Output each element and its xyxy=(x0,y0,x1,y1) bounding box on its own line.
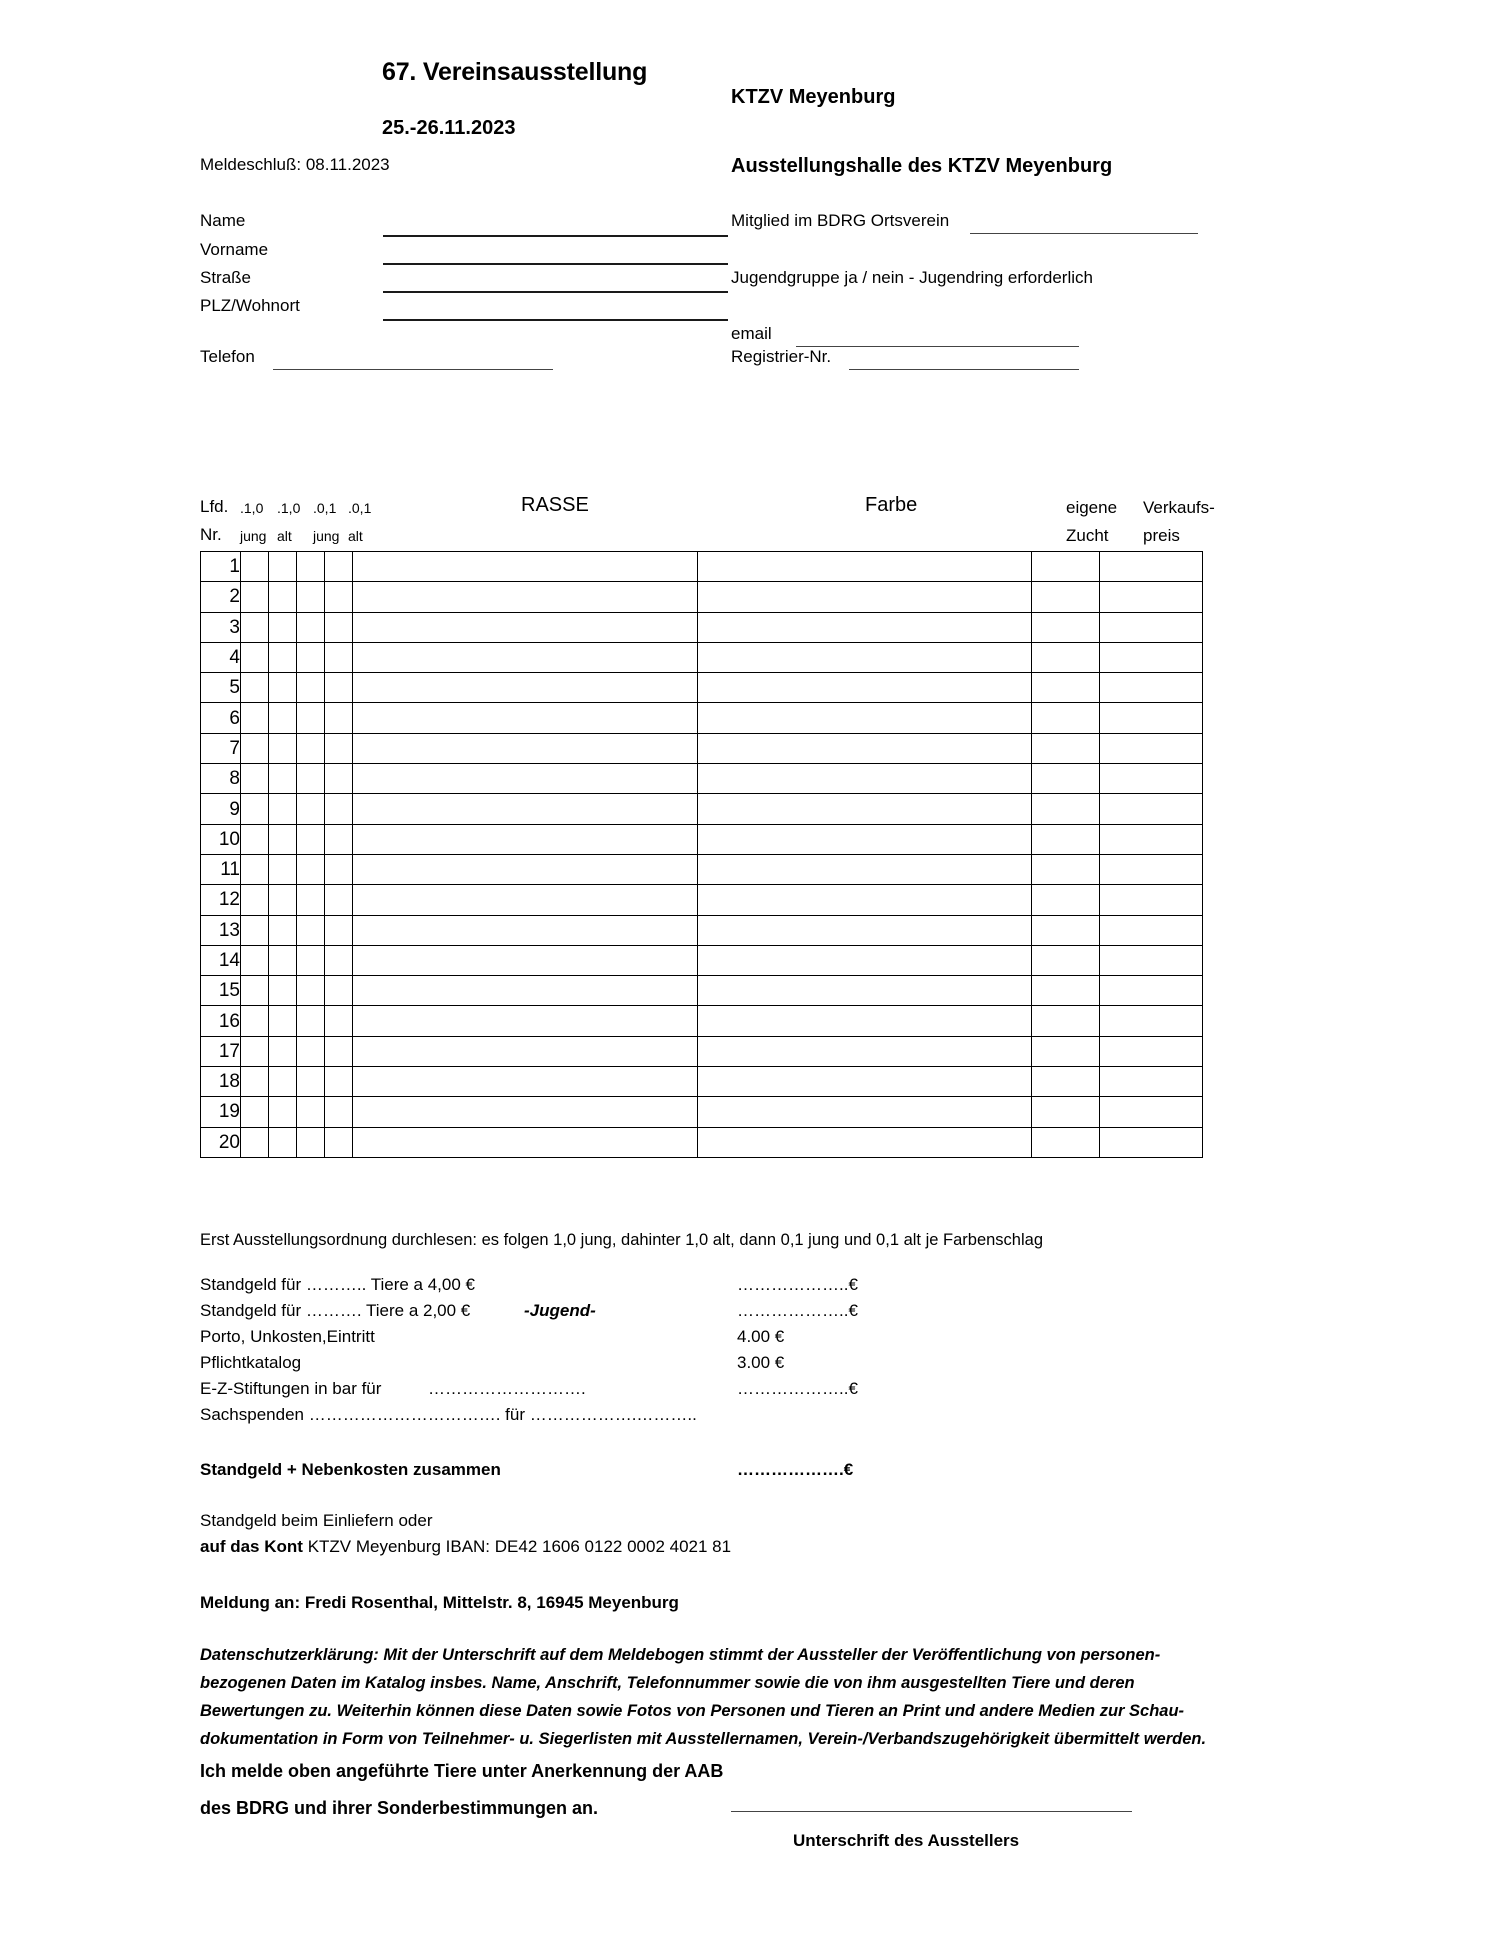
row-q-0-1-jung[interactable] xyxy=(297,733,325,763)
row-verkaufspreis[interactable] xyxy=(1100,733,1203,763)
row-q-0-1-alt[interactable] xyxy=(325,642,353,672)
row-q-1-0-alt[interactable] xyxy=(269,582,297,612)
row-q-1-0-alt[interactable] xyxy=(269,824,297,854)
row-q-1-0-alt[interactable] xyxy=(269,612,297,642)
row-verkaufspreis[interactable] xyxy=(1100,764,1203,794)
row-nr: 8 xyxy=(201,764,241,794)
row-q-1-0-alt[interactable] xyxy=(269,552,297,582)
row-rasse[interactable] xyxy=(353,1006,698,1036)
telefon-input[interactable] xyxy=(273,369,553,370)
row-farbe[interactable] xyxy=(698,976,1032,1006)
plz-wohnort-label: PLZ/Wohnort xyxy=(200,296,300,315)
row-farbe[interactable] xyxy=(698,945,1032,975)
fee-row3-amount: 4.00 € xyxy=(737,1327,785,1346)
table-header-q2-bottom: alt xyxy=(277,528,292,544)
row-eigene-zucht[interactable] xyxy=(1032,612,1100,642)
row-eigene-zucht[interactable] xyxy=(1032,915,1100,945)
row-verkaufspreis[interactable] xyxy=(1100,1036,1203,1066)
row-q-0-1-alt[interactable] xyxy=(325,794,353,824)
signature-label: Unterschrift des Ausstellers xyxy=(793,1831,1020,1850)
table-row xyxy=(201,612,1203,642)
table-header-q4-bottom: alt xyxy=(348,528,363,544)
row-rasse[interactable] xyxy=(353,582,698,612)
fee-row1-label: Standgeld für ……….. Tiere a 4,00 € xyxy=(200,1275,475,1294)
table-row xyxy=(201,885,1203,915)
row-farbe[interactable] xyxy=(698,552,1032,582)
row-eigene-zucht[interactable] xyxy=(1032,582,1100,612)
row-q-1-0-jung[interactable] xyxy=(241,582,269,612)
mitglied-bdrg-label: Mitglied im BDRG Ortsverein xyxy=(731,211,950,230)
row-verkaufspreis[interactable] xyxy=(1100,642,1203,672)
row-q-0-1-alt[interactable] xyxy=(325,552,353,582)
fee-row2-jugend-note: -Jugend- xyxy=(524,1301,596,1320)
row-eigene-zucht[interactable] xyxy=(1032,945,1100,975)
row-q-1-0-alt[interactable] xyxy=(269,1127,297,1157)
fee-row4-label: Pflichtkatalog xyxy=(200,1353,302,1372)
row-verkaufspreis[interactable] xyxy=(1100,1127,1203,1157)
row-q-1-0-jung[interactable] xyxy=(241,794,269,824)
row-q-1-0-alt[interactable] xyxy=(269,1006,297,1036)
row-q-1-0-jung[interactable] xyxy=(241,733,269,763)
table-row xyxy=(201,976,1203,1006)
row-farbe[interactable] xyxy=(698,703,1032,733)
row-q-0-1-jung[interactable] xyxy=(297,1036,325,1066)
declaration-line2: des BDRG und ihrer Sonderbestimmungen an. xyxy=(200,1798,599,1818)
row-q-0-1-jung[interactable] xyxy=(297,764,325,794)
page-title: 67. Vereinsausstellung xyxy=(382,58,648,86)
row-q-1-0-alt[interactable] xyxy=(269,673,297,703)
privacy-line3: Bewertungen zu. Weiterhin können diese Daten sowie Fotos von Personen und Tieren an Print und andere Medien zur Schau- xyxy=(200,1702,1185,1720)
row-nr: 5 xyxy=(201,673,241,703)
row-farbe[interactable] xyxy=(698,794,1032,824)
declaration-line1: Ich melde oben angeführte Tiere unter Anerkennung der AAB xyxy=(200,1761,724,1781)
jugendgruppe-label: Jugendgruppe ja / nein - Jugendring erforderlich xyxy=(731,268,1093,287)
row-q-1-0-alt[interactable] xyxy=(269,733,297,763)
table-header-q4-top: .0,1 xyxy=(348,500,372,516)
row-q-1-0-alt[interactable] xyxy=(269,945,297,975)
payment-line2 xyxy=(200,1537,731,1557)
row-q-0-1-alt[interactable] xyxy=(325,733,353,763)
row-eigene-zucht[interactable] xyxy=(1032,552,1100,582)
fee-row1-amount[interactable]: ………………..€ xyxy=(737,1275,858,1294)
row-q-0-1-alt[interactable] xyxy=(325,976,353,1006)
row-rasse[interactable] xyxy=(353,945,698,975)
row-eigene-zucht[interactable] xyxy=(1032,1067,1100,1097)
row-verkaufspreis[interactable] xyxy=(1100,794,1203,824)
row-eigene-zucht[interactable] xyxy=(1032,794,1100,824)
row-farbe[interactable] xyxy=(698,612,1032,642)
table-header-q3-bottom: jung xyxy=(313,528,340,544)
row-verkaufspreis[interactable] xyxy=(1100,854,1203,884)
row-rasse[interactable] xyxy=(353,764,698,794)
name-label: Name xyxy=(200,211,246,230)
row-q-0-1-jung[interactable] xyxy=(297,885,325,915)
row-eigene-zucht[interactable] xyxy=(1032,1127,1100,1157)
row-q-0-1-jung[interactable] xyxy=(297,915,325,945)
row-q-0-1-alt[interactable] xyxy=(325,612,353,642)
vorname-label: Vorname xyxy=(200,240,269,259)
table-row xyxy=(201,673,1203,703)
row-farbe[interactable] xyxy=(698,1067,1032,1097)
vorname-input[interactable] xyxy=(383,263,728,265)
row-rasse[interactable] xyxy=(353,642,698,672)
row-verkaufspreis[interactable] xyxy=(1100,1067,1203,1097)
row-nr: 18 xyxy=(201,1067,241,1097)
row-q-1-0-jung[interactable] xyxy=(241,1036,269,1066)
row-q-0-1-jung[interactable] xyxy=(297,794,325,824)
row-rasse[interactable] xyxy=(353,1127,698,1157)
row-eigene-zucht[interactable] xyxy=(1032,1036,1100,1066)
row-nr: 2 xyxy=(201,582,241,612)
row-q-1-0-alt[interactable] xyxy=(269,1067,297,1097)
name-input[interactable] xyxy=(383,235,728,237)
table-row xyxy=(201,552,1203,582)
row-nr: 20 xyxy=(201,1127,241,1157)
row-q-0-1-jung[interactable] xyxy=(297,824,325,854)
table-body xyxy=(201,552,1203,1158)
table-header-q2-top: .1,0 xyxy=(277,500,301,516)
row-farbe[interactable] xyxy=(698,854,1032,884)
row-nr: 13 xyxy=(201,915,241,945)
row-nr: 14 xyxy=(201,945,241,975)
row-q-0-1-alt[interactable] xyxy=(325,885,353,915)
privacy-line4: dokumentation in Form von Teilnehmer- u. Siegerlisten mit Ausstellernamen, Verein-/Verbandszugehörigkeit übermittelt werden. xyxy=(200,1730,1207,1748)
row-q-1-0-jung[interactable] xyxy=(241,945,269,975)
row-q-0-1-jung[interactable] xyxy=(297,1097,325,1127)
row-verkaufspreis[interactable] xyxy=(1100,552,1203,582)
table-row xyxy=(201,1127,1203,1157)
row-q-1-0-alt[interactable] xyxy=(269,794,297,824)
row-q-0-1-alt[interactable] xyxy=(325,1097,353,1127)
row-rasse[interactable] xyxy=(353,552,698,582)
row-q-0-1-alt[interactable] xyxy=(325,1036,353,1066)
row-q-1-0-jung[interactable] xyxy=(241,612,269,642)
row-nr: 9 xyxy=(201,794,241,824)
fee-row3-label: Porto, Unkosten,Eintritt xyxy=(200,1327,375,1346)
row-q-0-1-jung[interactable] xyxy=(297,612,325,642)
row-verkaufspreis[interactable] xyxy=(1100,915,1203,945)
row-q-1-0-jung[interactable] xyxy=(241,976,269,1006)
row-farbe[interactable] xyxy=(698,1036,1032,1066)
row-q-0-1-jung[interactable] xyxy=(297,642,325,672)
table-row xyxy=(201,582,1203,612)
fee-row2-amount[interactable]: ………………..€ xyxy=(737,1301,858,1320)
row-q-0-1-alt[interactable] xyxy=(325,582,353,612)
row-nr: 15 xyxy=(201,976,241,1006)
row-rasse[interactable] xyxy=(353,915,698,945)
row-q-0-1-alt[interactable] xyxy=(325,1067,353,1097)
fee-row5-amount[interactable]: ………………..€ xyxy=(737,1379,858,1398)
row-q-1-0-jung[interactable] xyxy=(241,1127,269,1157)
row-rasse[interactable] xyxy=(353,824,698,854)
fee-row5-dots[interactable]: ………………………. xyxy=(428,1379,586,1398)
table-header-verkaufspreis-top: Verkaufs- xyxy=(1143,498,1215,517)
row-q-0-1-jung[interactable] xyxy=(297,1067,325,1097)
row-eigene-zucht[interactable] xyxy=(1032,1006,1100,1036)
row-q-0-1-jung[interactable] xyxy=(297,945,325,975)
row-q-1-0-jung[interactable] xyxy=(241,915,269,945)
row-q-0-1-alt[interactable] xyxy=(325,854,353,884)
row-q-0-1-jung[interactable] xyxy=(297,552,325,582)
table-header-rasse: RASSE xyxy=(521,494,589,516)
fee-row6-sachspenden[interactable]: Sachspenden ……………………………. für ……………….……….. xyxy=(200,1405,697,1424)
row-rasse[interactable] xyxy=(353,612,698,642)
table-row xyxy=(201,945,1203,975)
row-q-1-0-alt[interactable] xyxy=(269,915,297,945)
row-q-0-1-jung[interactable] xyxy=(297,1127,325,1157)
plz-wohnort-input[interactable] xyxy=(383,319,728,321)
row-verkaufspreis[interactable] xyxy=(1100,945,1203,975)
row-q-0-1-alt[interactable] xyxy=(325,673,353,703)
event-date-range: 25.-26.11.2023 xyxy=(382,117,516,139)
mitglied-bdrg-input[interactable] xyxy=(970,233,1198,234)
email-input[interactable] xyxy=(796,346,1079,347)
row-farbe[interactable] xyxy=(698,764,1032,794)
row-nr: 17 xyxy=(201,1036,241,1066)
row-q-1-0-alt[interactable] xyxy=(269,854,297,884)
row-farbe[interactable] xyxy=(698,582,1032,612)
row-eigene-zucht[interactable] xyxy=(1032,642,1100,672)
ordnung-note: Erst Ausstellungsordnung durchlesen: es folgen 1,0 jung, dahinter 1,0 alt, dann 0,1 jung und 0,1 alt je Farbenschlag xyxy=(200,1231,1043,1249)
table-row xyxy=(201,1006,1203,1036)
strasse-input[interactable] xyxy=(383,291,728,293)
row-q-1-0-jung[interactable] xyxy=(241,1067,269,1097)
club-name: KTZV Meyenburg xyxy=(731,86,896,108)
row-q-0-1-alt[interactable] xyxy=(325,945,353,975)
strasse-label: Straße xyxy=(200,268,252,287)
row-farbe[interactable] xyxy=(698,733,1032,763)
row-q-0-1-alt[interactable] xyxy=(325,1006,353,1036)
meldung-an: Meldung an: Fredi Rosenthal, Mittelstr. 8, 16945 Meyenburg xyxy=(200,1593,679,1612)
row-q-0-1-alt[interactable] xyxy=(325,1127,353,1157)
row-q-1-0-jung[interactable] xyxy=(241,673,269,703)
table-header-zucht-top: eigene xyxy=(1066,498,1118,517)
row-rasse[interactable] xyxy=(353,1036,698,1066)
signature-input[interactable] xyxy=(731,1811,1132,1812)
row-farbe[interactable] xyxy=(698,1006,1032,1036)
row-eigene-zucht[interactable] xyxy=(1032,673,1100,703)
row-rasse[interactable] xyxy=(353,854,698,884)
row-nr: 12 xyxy=(201,885,241,915)
row-farbe[interactable] xyxy=(698,642,1032,672)
table-row xyxy=(201,733,1203,763)
row-rasse[interactable] xyxy=(353,1067,698,1097)
table-header-nr: Nr. xyxy=(200,525,222,544)
row-q-1-0-alt[interactable] xyxy=(269,703,297,733)
row-eigene-zucht[interactable] xyxy=(1032,703,1100,733)
row-eigene-zucht[interactable] xyxy=(1032,976,1100,1006)
table-row xyxy=(201,915,1203,945)
row-q-1-0-alt[interactable] xyxy=(269,642,297,672)
row-q-0-1-jung[interactable] xyxy=(297,1006,325,1036)
row-verkaufspreis[interactable] xyxy=(1100,976,1203,1006)
row-q-1-0-jung[interactable] xyxy=(241,824,269,854)
row-verkaufspreis[interactable] xyxy=(1100,582,1203,612)
row-q-0-1-jung[interactable] xyxy=(297,703,325,733)
row-verkaufspreis[interactable] xyxy=(1100,612,1203,642)
table-row xyxy=(201,703,1203,733)
fee-total-amount[interactable]: ……………….€ xyxy=(737,1460,854,1479)
row-rasse[interactable] xyxy=(353,976,698,1006)
row-eigene-zucht[interactable] xyxy=(1032,854,1100,884)
table-row xyxy=(201,642,1203,672)
animal-registration-table xyxy=(200,551,1203,1158)
row-farbe[interactable] xyxy=(698,1127,1032,1157)
table-header-zucht-bottom: Zucht xyxy=(1066,526,1109,545)
privacy-line2: bezogenen Daten im Katalog insbes. Name, Anschrift, Telefonnummer sowie die von ihm ausgestellten Tiere und deren xyxy=(200,1674,1135,1692)
row-verkaufspreis[interactable] xyxy=(1100,1097,1203,1127)
table-row xyxy=(201,1097,1203,1127)
row-q-0-1-jung[interactable] xyxy=(297,976,325,1006)
row-q-1-0-jung[interactable] xyxy=(241,1006,269,1036)
row-q-1-0-jung[interactable] xyxy=(241,552,269,582)
row-verkaufspreis[interactable] xyxy=(1100,673,1203,703)
payment-line1: Standgeld beim Einliefern oder xyxy=(200,1511,433,1530)
row-q-1-0-jung[interactable] xyxy=(241,764,269,794)
row-eigene-zucht[interactable] xyxy=(1032,1097,1100,1127)
row-nr: 3 xyxy=(201,612,241,642)
row-q-0-1-alt[interactable] xyxy=(325,915,353,945)
email-label: email xyxy=(731,324,772,343)
row-nr: 7 xyxy=(201,733,241,763)
table-header-q3-top: .0,1 xyxy=(313,500,337,516)
row-farbe[interactable] xyxy=(698,673,1032,703)
row-nr: 16 xyxy=(201,1006,241,1036)
row-nr: 19 xyxy=(201,1097,241,1127)
row-q-0-1-alt[interactable] xyxy=(325,703,353,733)
fee-row2-label: Standgeld für ………. Tiere a 2,00 € xyxy=(200,1301,471,1320)
row-farbe[interactable] xyxy=(698,824,1032,854)
fee-row4-amount: 3.00 € xyxy=(737,1353,785,1372)
row-q-1-0-alt[interactable] xyxy=(269,764,297,794)
table-row xyxy=(201,1067,1203,1097)
row-q-0-1-alt[interactable] xyxy=(325,824,353,854)
table-row xyxy=(201,1036,1203,1066)
table-row xyxy=(201,764,1203,794)
row-q-1-0-jung[interactable] xyxy=(241,885,269,915)
row-verkaufspreis[interactable] xyxy=(1100,885,1203,915)
row-q-1-0-alt[interactable] xyxy=(269,1097,297,1127)
table-header-verkaufspreis-bottom: preis xyxy=(1143,526,1180,545)
row-verkaufspreis[interactable] xyxy=(1100,824,1203,854)
row-rasse[interactable] xyxy=(353,1097,698,1127)
telefon-label: Telefon xyxy=(200,347,255,366)
row-q-1-0-jung[interactable] xyxy=(241,703,269,733)
row-rasse[interactable] xyxy=(353,794,698,824)
fee-row5-label: E-Z-Stiftungen in bar für xyxy=(200,1379,382,1398)
row-eigene-zucht[interactable] xyxy=(1032,764,1100,794)
row-eigene-zucht[interactable] xyxy=(1032,824,1100,854)
row-q-1-0-alt[interactable] xyxy=(269,976,297,1006)
row-rasse[interactable] xyxy=(353,703,698,733)
table-header-farbe: Farbe xyxy=(865,494,918,516)
row-q-1-0-jung[interactable] xyxy=(241,642,269,672)
row-rasse[interactable] xyxy=(353,885,698,915)
row-q-0-1-jung[interactable] xyxy=(297,854,325,884)
row-q-0-1-jung[interactable] xyxy=(297,673,325,703)
table-header-q1-bottom: jung xyxy=(240,528,267,544)
row-nr: 4 xyxy=(201,642,241,672)
row-eigene-zucht[interactable] xyxy=(1032,733,1100,763)
privacy-line1: Datenschutzerklärung: Mit der Unterschrift auf dem Meldebogen stimmt der Aussteller der Veröffentlichung von personen- xyxy=(200,1646,1161,1664)
fee-total-label: Standgeld + Nebenkosten zusammen xyxy=(200,1460,501,1479)
table-row xyxy=(201,794,1203,824)
table-header-q1-top: .1,0 xyxy=(240,500,264,516)
row-q-0-1-jung[interactable] xyxy=(297,582,325,612)
row-verkaufspreis[interactable] xyxy=(1100,703,1203,733)
row-nr: 6 xyxy=(201,703,241,733)
row-q-1-0-alt[interactable] xyxy=(269,1036,297,1066)
row-rasse[interactable] xyxy=(353,673,698,703)
payment-account-rest: KTZV Meyenburg IBAN: DE42 1606 0122 0002 4021 81 xyxy=(307,1537,732,1556)
row-farbe[interactable] xyxy=(698,915,1032,945)
venue-name: Ausstellungshalle des KTZV Meyenburg xyxy=(731,155,1113,177)
row-q-1-0-alt[interactable] xyxy=(269,885,297,915)
row-farbe[interactable] xyxy=(698,885,1032,915)
row-farbe[interactable] xyxy=(698,1097,1032,1127)
row-nr: 11 xyxy=(201,854,241,884)
row-eigene-zucht[interactable] xyxy=(1032,885,1100,915)
table-header-lfd: Lfd. xyxy=(200,497,229,516)
table-row xyxy=(201,824,1203,854)
row-q-1-0-jung[interactable] xyxy=(241,854,269,884)
table-row xyxy=(201,854,1203,884)
row-nr: 1 xyxy=(201,552,241,582)
registration-deadline: Meldeschluß: 08.11.2023 xyxy=(200,155,390,174)
registrier-nr-input[interactable] xyxy=(849,369,1079,370)
row-nr: 10 xyxy=(201,824,241,854)
payment-account-bold: auf das Kont xyxy=(200,1537,303,1556)
row-rasse[interactable] xyxy=(353,733,698,763)
row-q-0-1-alt[interactable] xyxy=(325,764,353,794)
row-q-1-0-jung[interactable] xyxy=(241,1097,269,1127)
row-verkaufspreis[interactable] xyxy=(1100,1006,1203,1036)
registrier-nr-label: Registrier-Nr. xyxy=(731,347,832,366)
